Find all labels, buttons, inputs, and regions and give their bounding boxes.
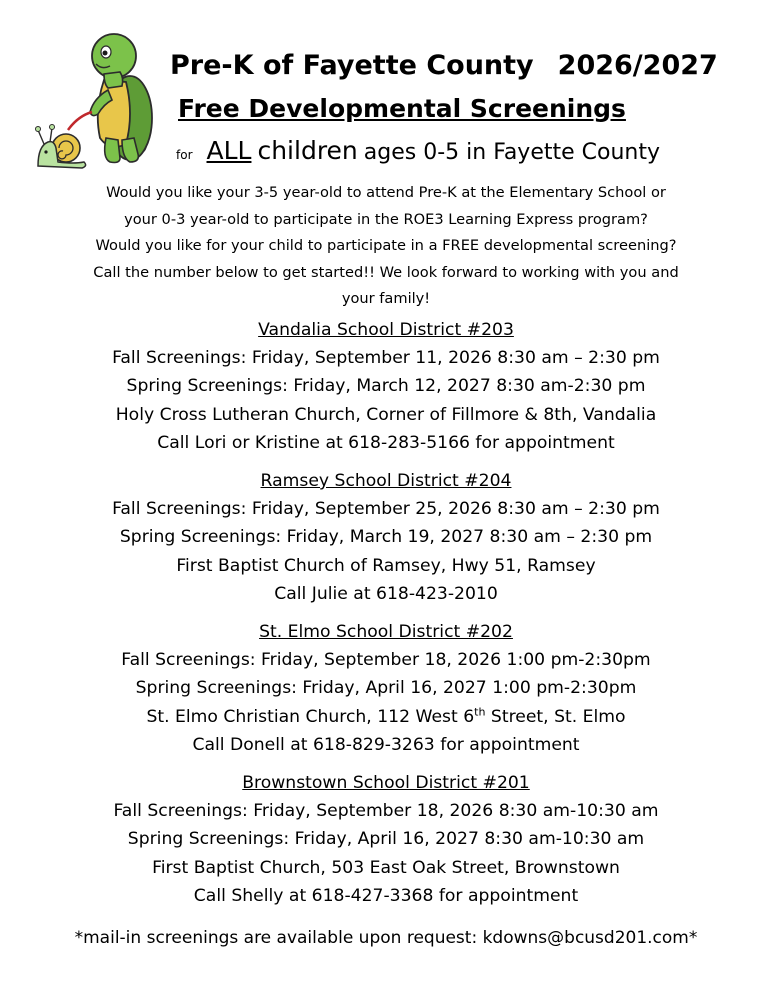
for-word: for xyxy=(176,148,193,162)
district-ramsey xyxy=(0,467,772,608)
fall-screening: Fall Screenings: Friday, September 18, 2026 8:30 am-10:30 am xyxy=(113,801,659,822)
turtle-snail-illustration xyxy=(22,20,162,180)
location-part: Street, St. Elmo xyxy=(485,706,626,727)
mail-in-note: *mail-in screenings are available upon request: kdowns@bcusd201.com* xyxy=(74,928,698,948)
intro-line: your family! xyxy=(341,290,431,307)
location-superscript: th xyxy=(474,704,486,718)
spring-screening: Spring Screenings: Friday, April 16, 2027 8:30 am-10:30 am xyxy=(127,829,645,850)
district-st-elmo xyxy=(0,618,772,759)
intro-line: Would you like your 3-5 year-old to attend Pre-K at the Elementary School or xyxy=(106,184,666,201)
intro-paragraph xyxy=(40,180,732,313)
district-brownstown xyxy=(0,769,772,910)
fall-screening: Fall Screenings: Friday, September 25, 2026 8:30 am – 2:30 pm xyxy=(112,499,660,520)
all-word: ALL xyxy=(206,136,252,165)
page-title xyxy=(170,50,718,81)
spring-screening: Spring Screenings: Friday, March 12, 2027 8:30 am-2:30 pm xyxy=(126,376,646,397)
spring-screening: Spring Screenings: Friday, March 19, 2027 8:30 am – 2:30 pm xyxy=(119,527,653,548)
fall-screening: Fall Screenings: Friday, September 18, 2026 1:00 pm-2:30pm xyxy=(121,650,651,671)
screening-location: First Baptist Church of Ramsey, Hwy 51, Ramsey xyxy=(176,555,596,576)
screening-contact: Call Lori or Kristine at 618-283-5166 for appointment xyxy=(157,432,615,453)
screening-contact: Call Shelly at 618-427-3368 for appointment xyxy=(193,885,579,906)
spring-screening: Spring Screenings: Friday, April 16, 2027 1:00 pm-2:30pm xyxy=(135,678,637,699)
screening-location xyxy=(0,703,772,731)
screening-contact: Call Julie at 618-423-2010 xyxy=(274,583,498,604)
intro-line: your 0-3 year-old to participate in the ROE3 Learning Express program? xyxy=(124,210,648,228)
intro-line: Would you like for your child to participate in a FREE developmental screening? xyxy=(95,237,677,254)
ages-text: ages 0-5 in Fayette County xyxy=(363,140,660,165)
districts-list xyxy=(0,316,772,920)
district-name: Brownstown School District #201 xyxy=(242,773,530,794)
district-name: Ramsey School District #204 xyxy=(260,471,512,492)
district-vandalia xyxy=(0,316,772,457)
audience-line xyxy=(176,136,660,165)
school-year: 2026/2027 xyxy=(557,50,718,81)
district-name: St. Elmo School District #202 xyxy=(259,622,513,643)
title-text: Pre-K of Fayette County xyxy=(170,50,534,81)
intro-line: Call the number below to get started!! We look forward to working with you and xyxy=(93,263,679,281)
screening-location: Holy Cross Lutheran Church, Corner of Fillmore & 8th, Vandalia xyxy=(115,404,657,425)
fall-screening: Fall Screenings: Friday, September 11, 2026 8:30 am – 2:30 pm xyxy=(112,348,660,369)
location-part: St. Elmo Christian Church, 112 West 6 xyxy=(146,706,475,727)
page-subtitle: Free Developmental Screenings xyxy=(178,94,626,123)
screening-contact: Call Donell at 618-829-3263 for appointment xyxy=(192,734,580,755)
children-word: children xyxy=(257,136,358,165)
district-name: Vandalia School District #203 xyxy=(258,320,514,340)
screening-location: First Baptist Church, 503 East Oak Street, Brownstown xyxy=(152,857,620,878)
